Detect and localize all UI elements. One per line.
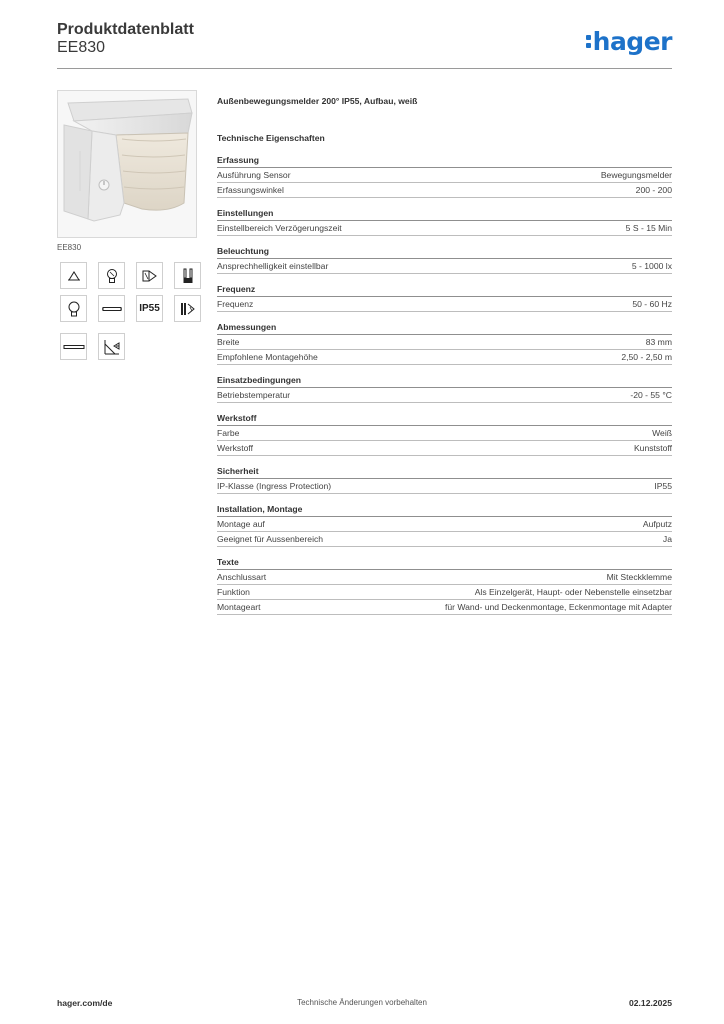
image-caption: EE830 (57, 243, 82, 252)
spec-value: 83 mm (645, 337, 672, 347)
spec-row (217, 441, 672, 456)
spec-groups (217, 155, 672, 615)
spec-group (217, 155, 672, 198)
ip55-label: IP55 (139, 303, 160, 314)
spec-group-title: Einsatzbedingungen (217, 375, 672, 388)
spec-row (217, 335, 672, 350)
spec-group-title: Abmessungen (217, 322, 672, 335)
spec-value: Aufputz (642, 519, 672, 529)
spec-group-title: Frequenz (217, 284, 672, 297)
spec-value: 2,50 - 2,50 m (621, 352, 672, 362)
spec-value: Kunststoff (633, 443, 672, 453)
spec-label: Empfohlene Montagehöhe (217, 352, 318, 362)
spec-value: IP55 (654, 481, 672, 491)
spec-group-title: Werkstoff (217, 413, 672, 426)
spec-label: Montageart (217, 602, 261, 612)
spec-value: Mit Steckklemme (606, 572, 672, 582)
spec-group (217, 284, 672, 312)
spec-group-title: Sicherheit (217, 466, 672, 479)
technical-properties-heading: Technische Eigenschaften (217, 133, 325, 143)
spec-label: Erfassungswinkel (217, 185, 284, 195)
spec-value: -20 - 55 °C (630, 390, 672, 400)
spec-row (217, 297, 672, 312)
tilt-mount-icon (98, 333, 125, 360)
spec-group (217, 208, 672, 236)
spec-group (217, 504, 672, 547)
spec-label: IP-Klasse (Ingress Protection) (217, 481, 332, 491)
spec-row (217, 183, 672, 198)
page-title: Produktdatenblatt (57, 21, 194, 38)
spec-label: Farbe (217, 428, 240, 438)
spec-value: 200 - 200 (635, 185, 672, 195)
spec-row (217, 570, 672, 585)
spec-label: Funktion (217, 587, 250, 597)
spec-value: Bewegungsmelder (600, 170, 672, 180)
long-tube-icon (60, 333, 87, 360)
spec-group (217, 557, 672, 615)
product-title: Außenbewegungsmelder 200° IP55, Aufbau, weiß (217, 96, 418, 106)
spec-label: Montage auf (217, 519, 265, 529)
fluorescent-tube-icon (98, 295, 125, 322)
spec-row (217, 600, 672, 615)
spec-group-title: Installation, Montage (217, 504, 672, 517)
article-number: EE830 (57, 39, 106, 56)
spec-row (217, 350, 672, 365)
header-divider (57, 68, 672, 69)
spec-row (217, 479, 672, 494)
spec-value: 5 S - 15 Min (625, 223, 672, 233)
spec-row (217, 585, 672, 600)
spec-group (217, 322, 672, 365)
ip55-icon (136, 295, 163, 322)
spec-row (217, 259, 672, 274)
spec-label: Betriebstemperatur (217, 390, 291, 400)
spec-group (217, 246, 672, 274)
spec-label: Einstellbereich Verzögerungszeit (217, 223, 342, 233)
compact-lamp-icon (174, 262, 201, 289)
spec-row (217, 388, 672, 403)
footer-website: hager.com/de (57, 998, 113, 1008)
spec-value: Ja (662, 534, 672, 544)
logo-colon-icon (586, 32, 592, 50)
spec-group-title: Einstellungen (217, 208, 672, 221)
spec-value: Als Einzelgerät, Haupt- oder Nebenstelle einsetzbar (474, 587, 672, 597)
spec-group (217, 375, 672, 403)
spec-label: Breite (217, 337, 240, 347)
motion-sensor-illustration (58, 91, 197, 238)
spec-label: Anschlussart (217, 572, 267, 582)
footer-disclaimer: Technische Änderungen vorbehalten (297, 998, 427, 1007)
spec-label: Frequenz (217, 299, 254, 309)
spec-group-title: Erfassung (217, 155, 672, 168)
footer-date: 02.12.2025 (628, 998, 672, 1008)
spec-value: für Wand- und Deckenmontage, Eckenmontage mit Adapter (444, 602, 672, 612)
spec-value: 50 - 60 Hz (632, 299, 672, 309)
spec-group (217, 466, 672, 494)
logo-text: hager (592, 27, 672, 56)
spec-row (217, 426, 672, 441)
spec-row (217, 517, 672, 532)
spec-label: Geeignet für Aussenbereich (217, 534, 324, 544)
bulb-icon (98, 262, 125, 289)
hager-logo (586, 27, 672, 56)
spec-value: 5 - 1000 lx (631, 261, 672, 271)
product-specs (217, 96, 672, 625)
spec-label: Ansprechhelligkeit einstellbar (217, 261, 329, 271)
spec-group-title: Texte (217, 557, 672, 570)
sensor-icon (136, 262, 163, 289)
spec-group (217, 413, 672, 456)
spec-value: Weiß (652, 428, 672, 438)
incandescent-icon (60, 295, 87, 322)
spec-row (217, 168, 672, 183)
ceiling-mount-icon (60, 262, 87, 289)
spec-label: Werkstoff (217, 443, 253, 453)
spec-row (217, 532, 672, 547)
product-image (57, 90, 197, 238)
spec-row (217, 221, 672, 236)
led-icon (174, 295, 201, 322)
spec-group-title: Beleuchtung (217, 246, 672, 259)
spec-label: Ausführung Sensor (217, 170, 291, 180)
